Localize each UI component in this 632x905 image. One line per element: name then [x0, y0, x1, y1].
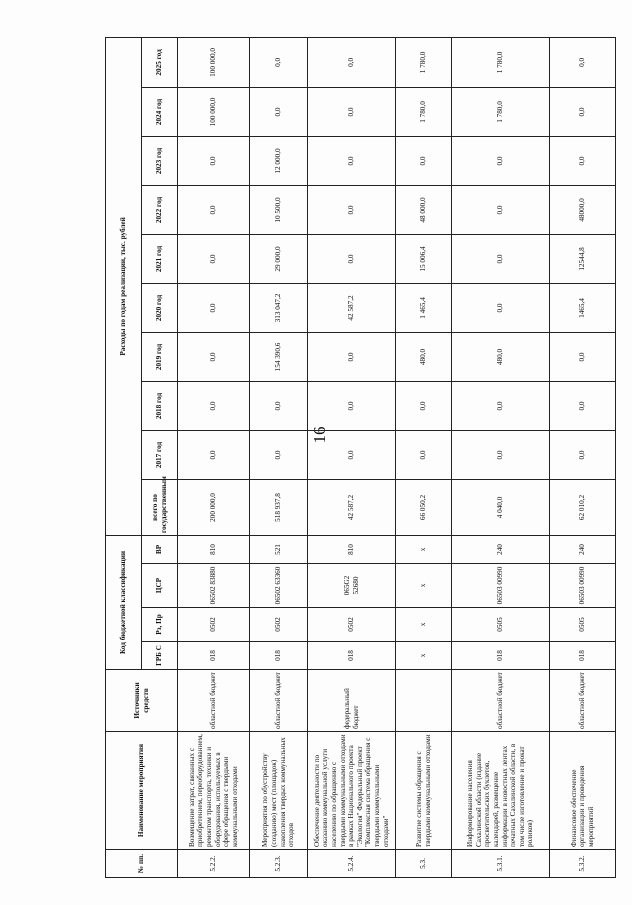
row-year-value: 0,0	[250, 381, 308, 430]
header-year: 2022 год	[142, 185, 178, 234]
row-year-value: 0,0	[308, 87, 396, 136]
row-rzpr: 0505	[452, 608, 550, 642]
row-num: 5.2.4.	[308, 850, 396, 878]
header-vr: ВР	[142, 535, 178, 563]
row-name: Мероприятия по обустройству (созданию) мест (площадок) накопления твердых коммунальных отходов	[250, 732, 308, 850]
row-total: 518 937,8	[250, 479, 308, 535]
row-year-value: 0,0	[308, 234, 396, 283]
row-csr: x	[396, 564, 452, 608]
row-year-value: 0,0	[178, 185, 250, 234]
row-year-value: 1465,4	[550, 283, 616, 332]
row-total: 4 040,0	[452, 479, 550, 535]
row-rzpr: 0505	[550, 608, 616, 642]
row-csr: 06503 00990	[550, 564, 616, 608]
row-grbs: 018	[178, 642, 250, 670]
row-year-value: 0,0	[250, 430, 308, 479]
header-budget-code: Код бюджетной классификации	[106, 535, 142, 669]
header-year: 2024 год	[142, 87, 178, 136]
row-year-value: 0,0	[250, 87, 308, 136]
row-year-value: 0,0	[550, 430, 616, 479]
row-year-value: 0,0	[308, 381, 396, 430]
table-row	[308, 37, 396, 877]
row-grbs: 018	[452, 642, 550, 670]
header-year: 2018 год	[142, 381, 178, 430]
row-rzpr: x	[396, 608, 452, 642]
row-rzpr: 0502	[308, 608, 396, 642]
row-source: областной бюджет	[178, 670, 250, 732]
row-year-value: 29 000,0	[250, 234, 308, 283]
row-year-value: 0,0	[550, 37, 616, 87]
row-year-value: 0,0	[550, 381, 616, 430]
header-total: всего по государственным	[142, 479, 178, 535]
table-row	[178, 37, 250, 877]
header-source: Источники средств	[106, 670, 178, 732]
row-year-value: 313 047,2	[250, 283, 308, 332]
row-vr: x	[396, 535, 452, 563]
row-year-value: 0,0	[396, 136, 452, 185]
table-row	[396, 37, 452, 877]
header-year: 2019 год	[142, 332, 178, 381]
row-year-value: 12544,8	[550, 234, 616, 283]
row-year-value: 0,0	[308, 430, 396, 479]
row-year-value: 0,0	[308, 37, 396, 87]
header-num: № пп.	[106, 850, 178, 878]
row-year-value: 0,0	[178, 381, 250, 430]
table-row	[250, 37, 308, 877]
row-name: Обеспечение деятельности по оказанию коммунальной услуги населению по обращению с твердыми коммунальными отходами в рамках Национального проекта "Экология" Федеральный проект "Комплексная система обращения с твердыми коммунальными отходами"	[308, 732, 396, 850]
row-year-value: 10 500,0	[250, 185, 308, 234]
header-year: 2023 год	[142, 136, 178, 185]
row-year-value: 0,0	[308, 136, 396, 185]
row-name: Финансовое обеспечение организации и проведения мероприятий	[550, 732, 616, 850]
row-num: 5.3.1.	[452, 850, 550, 878]
row-vr: 240	[550, 535, 616, 563]
row-year-value: 0,0	[178, 136, 250, 185]
expenses-table	[105, 37, 616, 878]
row-num: 5.2.3.	[250, 850, 308, 878]
row-year-value: 0,0	[452, 234, 550, 283]
row-year-value: 1 780,0	[396, 87, 452, 136]
row-year-value: 0,0	[308, 185, 396, 234]
row-year-value: 1 780,0	[452, 37, 550, 87]
row-year-value: 1 465,4	[396, 283, 452, 332]
table-body	[178, 37, 616, 877]
row-year-value: 480,0	[396, 332, 452, 381]
row-year-value: 0,0	[396, 381, 452, 430]
header-csr: ЦСР	[142, 564, 178, 608]
row-year-value: 100 000,0	[178, 37, 250, 87]
row-vr: 810	[308, 535, 396, 563]
row-vr: 521	[250, 535, 308, 563]
row-vr: 810	[178, 535, 250, 563]
row-csr: 06503 00990	[452, 564, 550, 608]
row-total: 66 050,2	[396, 479, 452, 535]
row-year-value: 100 000,0	[178, 87, 250, 136]
row-source	[396, 670, 452, 732]
table-row	[452, 37, 550, 877]
table-row	[550, 37, 616, 877]
header-expenses: Расходы по годам реализации, тыс. рублей	[106, 37, 142, 535]
row-csr: 065G2 52680	[308, 564, 396, 608]
row-num: 5.3.	[396, 850, 452, 878]
row-source: областной бюджет	[452, 670, 550, 732]
table-header	[106, 37, 178, 877]
row-year-value: 0,0	[452, 430, 550, 479]
row-year-value: 12 000,0	[250, 136, 308, 185]
row-grbs: 018	[250, 642, 308, 670]
row-year-value: 0,0	[452, 136, 550, 185]
row-year-value: 15 006,4	[396, 234, 452, 283]
row-source: областной бюджет	[250, 670, 308, 732]
row-csr: 06502 63360	[250, 564, 308, 608]
row-year-value: 0,0	[178, 234, 250, 283]
row-csr: 06502 83880	[178, 564, 250, 608]
row-year-value: 48 000,0	[396, 185, 452, 234]
header-grbs: ГРБ С	[142, 642, 178, 670]
row-year-value: 0,0	[396, 430, 452, 479]
row-year-value: 0,0	[178, 283, 250, 332]
row-total: 42 587,2	[308, 479, 396, 535]
row-year-value: 0,0	[178, 430, 250, 479]
row-total: 200 000,0	[178, 479, 250, 535]
header-year: 2020 год	[142, 283, 178, 332]
header-name: Наименование мероприятия	[106, 732, 178, 850]
row-grbs: x	[396, 642, 452, 670]
rotated-sheet	[105, 38, 595, 878]
header-year: 2017 год	[142, 430, 178, 479]
row-grbs: 018	[550, 642, 616, 670]
row-year-value: 0,0	[550, 136, 616, 185]
row-grbs: 018	[308, 642, 396, 670]
row-name: Развитие системы обращения с твердыми коммунальными отходами	[396, 732, 452, 850]
row-year-value: 0,0	[550, 87, 616, 136]
row-year-value: 1 780,0	[396, 37, 452, 87]
row-year-value: 0,0	[308, 332, 396, 381]
row-num: 5.2.2.	[178, 850, 250, 878]
row-rzpr: 0502	[250, 608, 308, 642]
row-source: областной бюджет	[550, 670, 616, 732]
row-name: Возмещение затрат, связанных с приобретением, переоборудованием, ремонтом транспорта, техники и оборудования, используемых в сфере обращения с твердыми коммунальными отходами	[178, 732, 250, 850]
header-year: 2025 год	[142, 37, 178, 87]
page-number: 16	[310, 426, 329, 444]
row-year-value: 480,0	[452, 332, 550, 381]
row-total: 62 010,2	[550, 479, 616, 535]
row-name: Информирование населения Сахалинской области (издание просветительских буклетов, календарей, размещение информации в новостных лентах печатных Сахалинской области, в том числе изготовление и прокат роликов)	[452, 732, 550, 850]
row-year-value: 48000,0	[550, 185, 616, 234]
row-year-value: 0,0	[250, 37, 308, 87]
row-vr: 240	[452, 535, 550, 563]
row-year-value: 1 780,0	[452, 87, 550, 136]
header-year: 2021 год	[142, 234, 178, 283]
table-rotation-frame	[105, 38, 595, 878]
row-year-value: 42 587,2	[308, 283, 396, 332]
row-year-value: 0,0	[452, 381, 550, 430]
header-rzpr: Рз, Пр	[142, 608, 178, 642]
row-year-value: 0,0	[452, 185, 550, 234]
row-rzpr: 0502	[178, 608, 250, 642]
row-source: федеральный бюджет	[308, 670, 396, 732]
row-year-value: 0,0	[452, 283, 550, 332]
row-num: 5.3.2.	[550, 850, 616, 878]
row-year-value: 154 390,6	[250, 332, 308, 381]
row-year-value: 0,0	[178, 332, 250, 381]
row-year-value: 0,0	[550, 332, 616, 381]
